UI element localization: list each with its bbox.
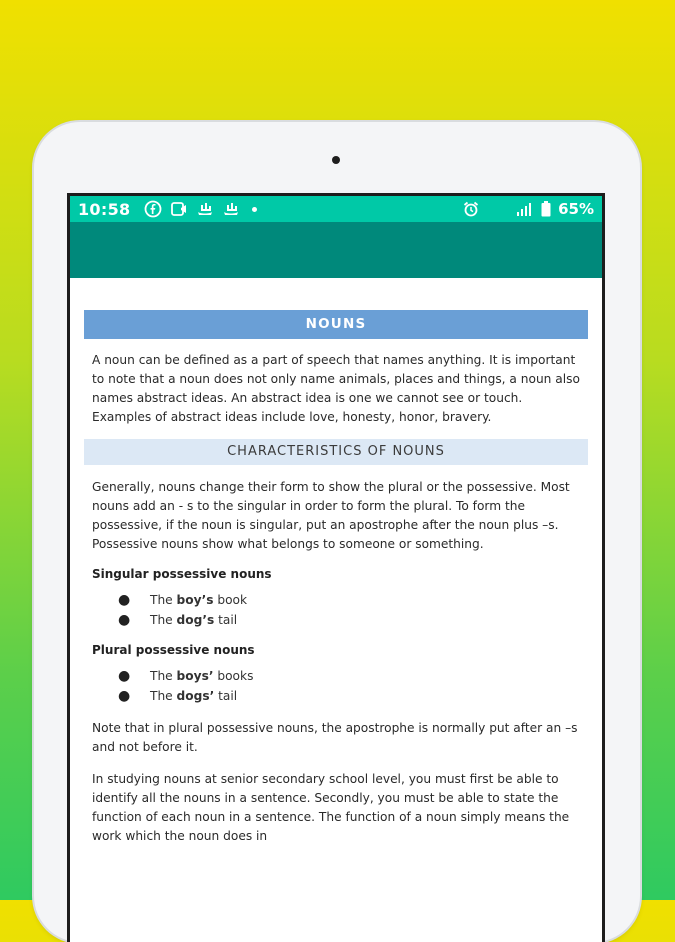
list-item: ● The boys’ books: [118, 668, 254, 684]
intro-paragraph: A noun can be defined as a part of speech that names anything. It is important to note that a noun does not only name animals, places and things, a noun also names abstract ideas. An abstract idea is one we cannot see or touch. Examples of abstract ideas include love, honesty, honor, bravery.: [92, 353, 580, 424]
notification-app-icon: [222, 200, 240, 218]
facebook-icon: [144, 200, 162, 218]
plural-possessive-heading: Plural possessive nouns: [92, 643, 255, 657]
camera-dot: [332, 156, 340, 164]
singular-possessive-heading: Singular possessive nouns: [92, 567, 272, 581]
notification-app-icon: [196, 200, 214, 218]
tablet-frame: [34, 122, 640, 942]
list-item: ● The dog’s tail: [118, 612, 238, 628]
app-bar: [70, 222, 602, 278]
section-heading-characteristics: CHARACTERISTICS OF NOUNS: [84, 439, 588, 465]
status-time: 10:58: [78, 199, 131, 219]
singular-examples-list: [84, 590, 588, 630]
device-screen: [70, 196, 602, 942]
battery-icon: [540, 200, 552, 218]
notification-app-icon: [170, 200, 188, 218]
system-icons: [462, 200, 594, 218]
more-dot-icon: [252, 207, 257, 212]
battery-percent: 65%: [558, 200, 594, 218]
section-heading-nouns: NOUNS: [84, 310, 588, 339]
plural-note-paragraph: Note that in plural possessive nouns, the apostrophe is normally put after an –s and not before it.: [92, 721, 578, 754]
alarm-icon: [462, 200, 480, 218]
status-bar: [70, 196, 602, 222]
study-note-paragraph: In studying nouns at senior secondary school level, you must first be able to identify all the nouns in a sentence. Secondly, you must be able to state the function of each noun in a sentence. The function of a noun simply means the work which the noun does in: [92, 772, 570, 843]
notification-icons: [144, 200, 257, 218]
article-content: [70, 278, 602, 846]
list-item: ● The dogs’ tail: [118, 688, 238, 704]
signal-icon: [516, 200, 534, 218]
plural-examples-list: [84, 666, 588, 706]
list-item: ● The boy’s book: [118, 592, 248, 608]
characteristics-paragraph: Generally, nouns change their form to show the plural or the possessive. Most nouns add an - s to the singular in order to form the plural. To form the possessive, if the noun is singular, put an apostrophe after the noun plus –s. Possessive nouns show what belongs to someone or something.: [92, 480, 570, 551]
